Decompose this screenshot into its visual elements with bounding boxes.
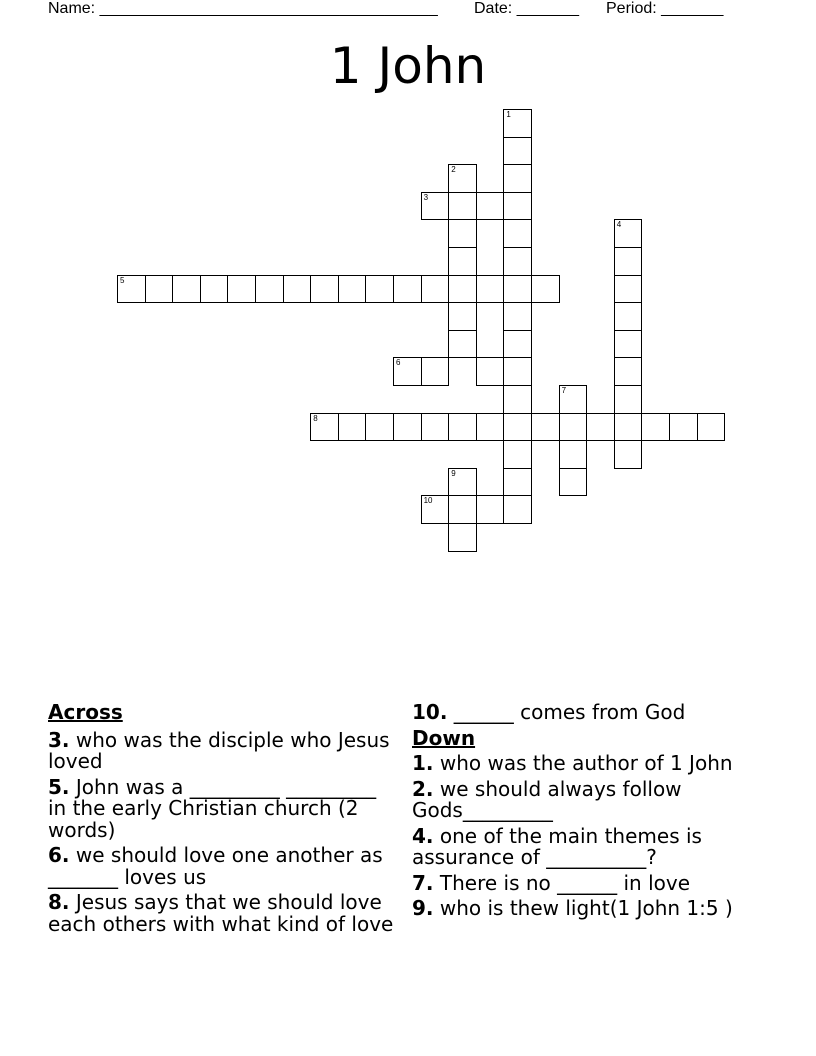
crossword-cell[interactable] [448, 468, 477, 497]
crossword-cell[interactable] [614, 357, 643, 386]
crossword-cell[interactable] [448, 247, 477, 276]
crossword-cell[interactable] [310, 413, 339, 442]
crossword-cell[interactable] [559, 468, 588, 497]
down-clue [412, 753, 768, 775]
clue-text: one of the main themes is assurance of __________? [412, 823, 702, 869]
clue-number-label: 4 [616, 220, 622, 230]
crossword-cell[interactable] [448, 275, 477, 304]
clue-text: we should always follow Gods_________ [412, 776, 682, 822]
crossword-cell[interactable] [393, 413, 422, 442]
clue-number-label: 3 [423, 192, 429, 202]
clue-number-label: 8 [313, 413, 318, 423]
clue-text: ______ comes from God [453, 700, 686, 724]
crossword-cell[interactable] [117, 275, 146, 304]
crossword-cell[interactable] [503, 440, 532, 469]
crossword-cell[interactable] [559, 413, 588, 442]
across-clue [48, 774, 400, 842]
name-field: Name: ______________________________________ [48, 0, 438, 17]
crossword-cell[interactable] [697, 413, 726, 442]
crossword-cell[interactable] [586, 413, 615, 442]
crossword-cell[interactable] [421, 495, 450, 524]
crossword-cell[interactable] [614, 385, 643, 414]
crossword-cell[interactable] [559, 385, 588, 414]
page-title: 1 John [329, 37, 487, 95]
crossword-cell[interactable] [503, 468, 532, 497]
clue-text: who was the disciple who Jesus loved [48, 727, 390, 773]
across-clue [48, 727, 400, 773]
down-heading: Down [412, 725, 476, 750]
date-field: Date: _______ [474, 0, 579, 17]
across-heading: Across [48, 700, 123, 724]
crossword-cell[interactable] [531, 413, 560, 442]
crossword-cell[interactable] [614, 275, 643, 304]
across-clue [48, 845, 400, 888]
crossword-cell[interactable] [421, 357, 450, 386]
down-clue [412, 870, 768, 895]
clue-number: 9. [412, 896, 434, 920]
crossword-cell[interactable] [503, 413, 532, 442]
crossword-cell[interactable] [448, 192, 477, 221]
crossword-cell[interactable] [448, 164, 477, 193]
clue-number: 2. [412, 776, 434, 801]
clue-number-label: 1 [506, 110, 511, 119]
clue-number: 1. [412, 751, 434, 775]
down-clue [412, 776, 768, 822]
crossword-cell[interactable] [448, 413, 477, 442]
crossword-cell[interactable] [503, 357, 532, 386]
down-clue [412, 823, 768, 869]
crossword-cell[interactable] [448, 523, 477, 552]
crossword-cell[interactable] [421, 192, 450, 221]
crossword-cell[interactable] [503, 385, 532, 414]
clue-number: 3. [48, 727, 70, 752]
clue-text: who was the author of 1 John [439, 751, 733, 775]
crossword-cell[interactable] [503, 275, 532, 304]
crossword-cell[interactable] [503, 164, 532, 193]
crossword-cell[interactable] [641, 413, 670, 442]
crossword-cell[interactable] [503, 495, 532, 524]
clue-text: There is no ______ in love [439, 870, 691, 895]
crossword-cell[interactable] [476, 192, 505, 221]
crossword-cell[interactable] [421, 413, 450, 442]
crossword-cell[interactable] [503, 192, 532, 221]
crossword-cell[interactable] [476, 495, 505, 524]
clue-number-label: 10 [423, 496, 433, 506]
crossword-cell[interactable] [393, 357, 422, 386]
crossword-cell[interactable] [365, 275, 394, 304]
crossword-cell[interactable] [172, 275, 201, 304]
across-clue [48, 892, 400, 935]
crossword-cell[interactable] [614, 330, 643, 359]
crossword-cell[interactable] [448, 330, 477, 359]
clue-number: 4. [412, 823, 434, 848]
clues-right-column [412, 702, 768, 924]
clue-number-label: 2 [451, 165, 456, 175]
crossword-cell[interactable] [476, 357, 505, 386]
crossword-cell[interactable] [145, 275, 174, 304]
crossword-cell[interactable] [614, 247, 643, 276]
crossword-cell[interactable] [421, 275, 450, 304]
clue-number-label: 9 [451, 468, 456, 478]
crossword-cell[interactable] [338, 275, 367, 304]
crossword-cell[interactable] [255, 275, 284, 304]
clue-text: Jesus says that we should love each others with what kind of love [48, 890, 394, 936]
crossword-cell[interactable] [283, 275, 312, 304]
crossword-cell[interactable] [614, 302, 643, 331]
crossword-cell[interactable] [503, 330, 532, 359]
crossword-cell[interactable] [503, 137, 532, 166]
clue-number: 8. [48, 890, 70, 914]
clue-number-label: 7 [561, 386, 567, 395]
clue-text: John was a _________ _________ in the early Christian church (2 words) [48, 774, 377, 842]
clue-number-label: 5 [120, 275, 125, 285]
crossword-cell[interactable] [476, 275, 505, 304]
clue-text: who is thew light(1 John 1:5 ) [439, 896, 733, 920]
period-field: Period: _______ [606, 0, 724, 17]
crossword-cell[interactable] [559, 440, 588, 469]
clue-text: we should love one another as _______ loves us [48, 843, 383, 889]
crossword-cell[interactable] [476, 413, 505, 442]
crossword-cell[interactable] [503, 219, 532, 248]
clue-number-label: 6 [396, 358, 401, 368]
crossword-cell[interactable] [448, 302, 477, 331]
crossword-cell[interactable] [531, 275, 560, 304]
crossword-cell[interactable] [503, 302, 532, 331]
crossword-cell[interactable] [338, 413, 367, 442]
clue-number: 10. [412, 700, 448, 724]
crossword-cell[interactable] [227, 275, 256, 304]
crossword-cell[interactable] [614, 413, 643, 442]
crossword-cell[interactable] [503, 247, 532, 276]
clue-number: 6. [48, 843, 70, 867]
crossword-cell[interactable] [448, 219, 477, 248]
crossword-cell[interactable] [503, 109, 532, 138]
clue-number: 5. [48, 774, 70, 799]
clue-number: 7. [412, 870, 434, 895]
crossword-cell[interactable] [614, 440, 643, 469]
crossword-cell[interactable] [669, 413, 698, 442]
across-clue [412, 702, 768, 724]
crossword-cell[interactable] [200, 275, 229, 304]
down-clue [412, 898, 768, 920]
clues-left-column [48, 702, 400, 939]
crossword-cell[interactable] [614, 219, 643, 248]
crossword-cell[interactable] [365, 413, 394, 442]
crossword-cell[interactable] [310, 275, 339, 304]
crossword-cell[interactable] [448, 495, 477, 524]
crossword-cell[interactable] [393, 275, 422, 304]
